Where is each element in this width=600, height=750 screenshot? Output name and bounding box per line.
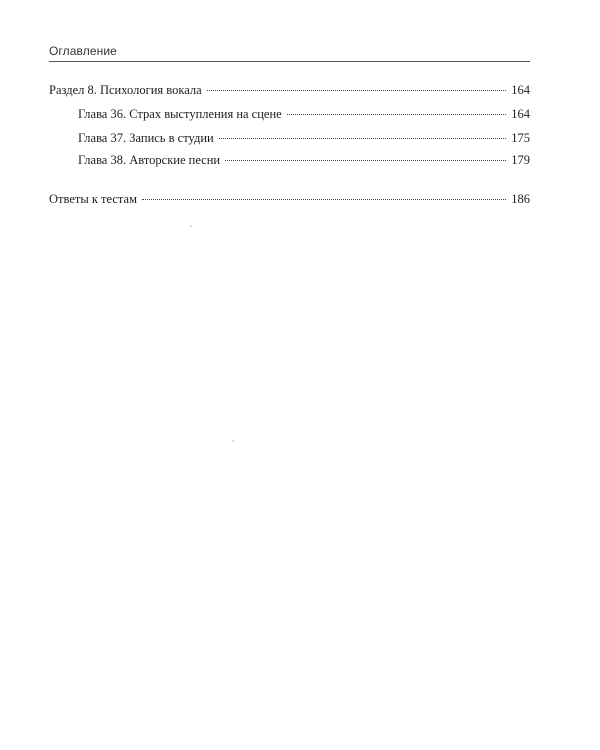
toc-entry-page: 164 xyxy=(511,107,530,121)
dot-leader xyxy=(287,114,507,115)
toc-entry-title: Глава 36. Страх выступления на сцене xyxy=(78,107,282,121)
toc-entry-title: Глава 38. Авторские песни xyxy=(78,153,221,167)
header-rule xyxy=(49,61,530,62)
toc-entry-page: 175 xyxy=(511,131,530,145)
toc-entry-test-answers[interactable] xyxy=(49,191,530,207)
toc-entry-title: Глава 37. Запись в студии xyxy=(78,131,214,145)
dot-leader xyxy=(219,138,507,139)
toc-entry-page: 179 xyxy=(511,153,530,167)
paper-speck xyxy=(232,440,234,442)
toc-entry-chapter-36[interactable] xyxy=(78,106,530,122)
toc-entry-page: 164 xyxy=(511,83,530,97)
toc-entry-title: Раздел 8. Психология вокала xyxy=(49,83,202,97)
toc-entry-chapter-37[interactable] xyxy=(78,130,530,146)
running-head: Оглавление xyxy=(49,44,117,58)
dot-leader xyxy=(142,199,506,200)
toc-entry-section-8[interactable] xyxy=(49,82,530,98)
toc-entry-page: 186 xyxy=(511,192,530,206)
paper-speck xyxy=(190,225,192,227)
toc-entry-title: Ответы к тестам xyxy=(49,192,137,206)
dot-leader xyxy=(225,160,506,161)
toc-entry-chapter-38[interactable] xyxy=(78,152,530,168)
dot-leader xyxy=(207,90,507,91)
